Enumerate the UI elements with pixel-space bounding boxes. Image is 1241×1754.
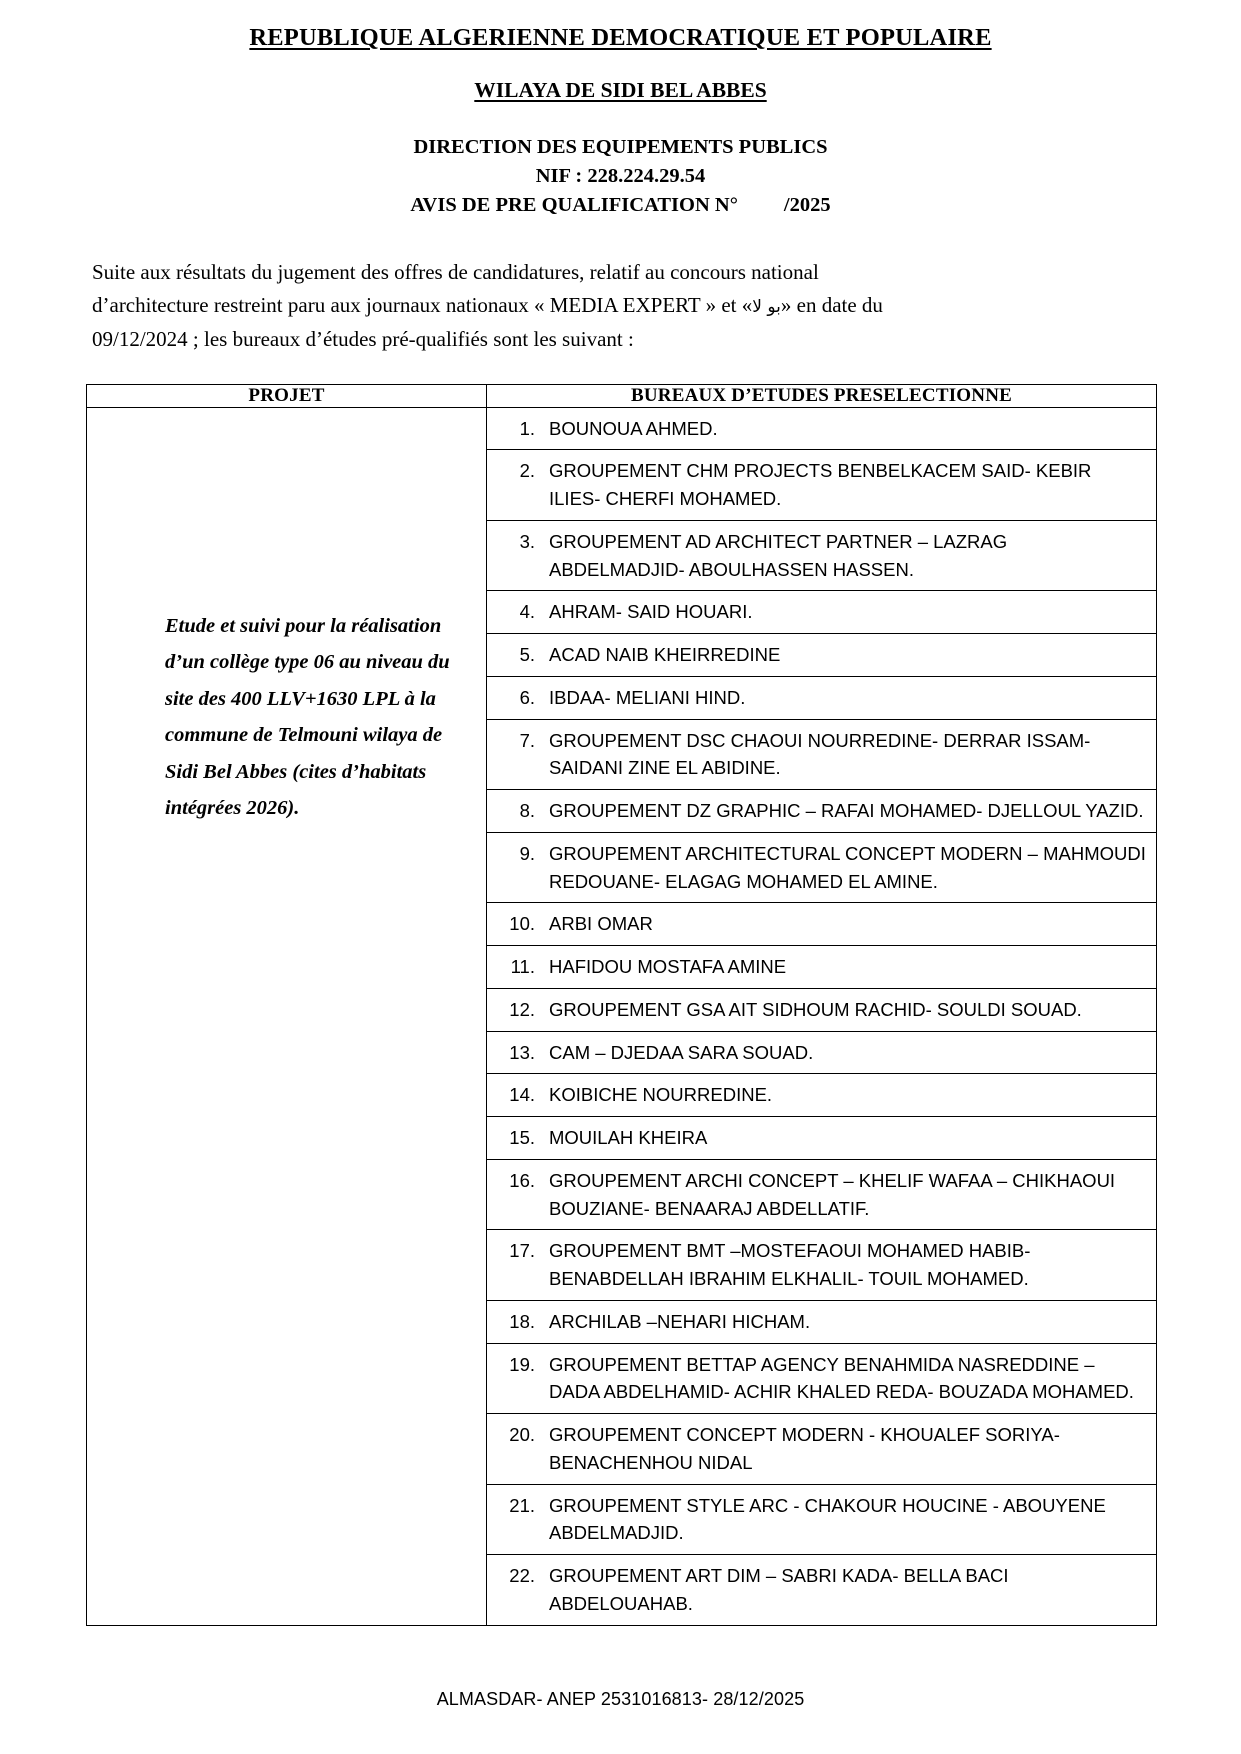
bureau-entry-cell: [487, 1343, 1156, 1414]
bureaux-list-table: [487, 408, 1156, 1625]
list-item: [487, 1230, 1156, 1300]
bureau-entry-cell: [487, 946, 1156, 989]
table-row: [487, 946, 1156, 989]
table-row: [487, 676, 1156, 719]
list-item-label: GROUPEMENT STYLE ARC - CHAKOUR HOUCINE - ABOUYENE ABDELMADJID.: [549, 1494, 1106, 1544]
list-item-number: 9.: [519, 842, 535, 864]
list-item-label: GROUPEMENT DZ GRAPHIC – RAFAI MOHAMED- DJELLOUL YAZID.: [549, 800, 1144, 822]
table-row: [487, 408, 1156, 450]
list-item-number: 22.: [509, 1565, 535, 1587]
republic-title: REPUBLIQUE ALGERIENNE DEMOCRATIQUE ET POPULAIRE: [249, 24, 992, 51]
table-row: [487, 634, 1156, 677]
table-row: [487, 1031, 1156, 1074]
table-row: [487, 1484, 1156, 1555]
document-header: [86, 24, 1155, 220]
bureau-entry-cell: [487, 520, 1156, 591]
list-item: [487, 790, 1156, 832]
list-item: [487, 1344, 1156, 1414]
bureau-entry-cell: [487, 591, 1156, 634]
list-item: [487, 720, 1156, 790]
table-row: [487, 719, 1156, 790]
intro-line-2-before: d’architecture restreint paru aux journaux nationaux « MEDIA EXPERT » et «: [92, 293, 753, 318]
list-item: [487, 634, 1156, 676]
bureau-entry-cell: [487, 832, 1156, 903]
bureau-entry-cell: [487, 1414, 1156, 1485]
list-item-label: ACAD NAIB KHEIRREDINE: [549, 644, 781, 666]
list-item-label: IBDAA- MELIANI HIND.: [549, 686, 746, 708]
wilaya-title: WILAYA DE SIDI BEL ABBES: [474, 78, 767, 103]
column-header-bureaux: BUREAUX D’ETUDES PRESELECTIONNE: [487, 384, 1157, 407]
list-item-number: 1.: [519, 417, 535, 439]
list-item-number: 10.: [509, 913, 535, 935]
table-header-row: [87, 384, 1157, 407]
list-item-number: 14.: [509, 1084, 535, 1106]
column-header-projet: PROJET: [87, 384, 487, 407]
list-item-label: GROUPEMENT CHM PROJECTS BENBELKACEM SAID- KEBIR ILIES- CHERFI MOHAMED.: [549, 460, 1092, 510]
list-item-number: 6.: [519, 686, 535, 708]
table-row: [487, 988, 1156, 1031]
list-item-label: GROUPEMENT ART DIM – SABRI KADA- BELLA BACI ABDELOUAHAB.: [549, 1565, 1009, 1614]
list-item: [487, 989, 1156, 1031]
projet-cell: [87, 407, 487, 1625]
projet-description: Etude et suivi pour la réalisation d’un collège type 06 au niveau du site des 400 LLV+1630 LPL à la commune de Telmouni wilaya de Sidi Bel Abbes (cites d’habitats intégrées 2026).: [165, 614, 450, 820]
bureau-entry-cell: [487, 1230, 1156, 1301]
list-item-number: 8.: [519, 800, 535, 822]
list-item: [487, 591, 1156, 633]
bureaux-cell: [487, 407, 1157, 1625]
list-item-label: GROUPEMENT ARCHI CONCEPT – KHELIF WAFAA – CHIKHAOUI BOUZIANE- BENAARAJ ABDELLATIF.: [549, 1169, 1116, 1219]
table-row: [487, 1414, 1156, 1485]
list-item: [487, 946, 1156, 988]
table-row: [487, 832, 1156, 903]
intro-line-2: [92, 289, 1155, 322]
list-item: [487, 1117, 1156, 1159]
list-item: [487, 677, 1156, 719]
list-item: [487, 408, 1156, 450]
list-item-number: 2.: [519, 460, 535, 482]
table-row: [487, 1074, 1156, 1117]
list-item-label: GROUPEMENT ARCHITECTURAL CONCEPT MODERN – MAHMOUDI REDOUANE- ELAGAG MOHAMED EL AMINE.: [549, 842, 1146, 892]
list-item-number: 11.: [510, 956, 535, 978]
table-row: [487, 903, 1156, 946]
table-row: [487, 790, 1156, 833]
intro-paragraph: [86, 256, 1155, 356]
intro-arabic-journal: بو لا: [752, 297, 781, 318]
list-item-number: 16.: [509, 1169, 535, 1191]
table-row: [487, 450, 1156, 521]
bureau-entry-cell: [487, 1300, 1156, 1343]
list-item-number: 12.: [509, 998, 535, 1020]
list-item-label: HAFIDOU MOSTAFA AMINE: [549, 956, 787, 978]
list-item-label: ARBI OMAR: [549, 913, 653, 935]
list-item: [487, 1160, 1156, 1230]
bureau-entry-cell: [487, 1031, 1156, 1074]
bureau-entry-cell: [487, 1555, 1156, 1625]
list-item-label: BOUNOUA AHMED.: [549, 417, 718, 439]
direction-block: [86, 133, 1155, 220]
list-item-number: 7.: [519, 729, 535, 751]
list-item-number: 3.: [519, 530, 535, 552]
list-item-number: 13.: [509, 1041, 535, 1063]
table-row: [487, 1555, 1156, 1625]
bureau-entry-cell: [487, 450, 1156, 521]
list-item-label: GROUPEMENT BETTAP AGENCY BENAHMIDA NASREDDINE – DADA ABDELHAMID- ACHIR KHALED REDA- BOUZADA MOHAMED.: [549, 1353, 1134, 1403]
bureau-entry-cell: [487, 1074, 1156, 1117]
list-item-number: 17.: [509, 1240, 535, 1262]
bureau-entry-cell: [487, 634, 1156, 677]
bureau-entry-cell: [487, 676, 1156, 719]
direction-title: DIRECTION DES EQUIPEMENTS PUBLICS: [413, 135, 828, 158]
bureau-entry-cell: [487, 903, 1156, 946]
table-row: [487, 1159, 1156, 1230]
list-item-label: CAM – DJEDAA SARA SOUAD.: [549, 1041, 814, 1063]
avis-line: [86, 191, 1155, 220]
list-item-label: GROUPEMENT CONCEPT MODERN - KHOUALEF SORIYA- BENACHENHOU NIDAL: [549, 1424, 1060, 1473]
bureau-entry-cell: [487, 988, 1156, 1031]
list-item-label: ARCHILAB –NEHARI HICHAM.: [549, 1310, 811, 1332]
list-item-number: 5.: [519, 644, 535, 666]
list-item-number: 4.: [519, 601, 535, 623]
list-item-label: MOUILAH KHEIRA: [549, 1127, 708, 1149]
bureau-entry-cell: [487, 1159, 1156, 1230]
list-item: [487, 1074, 1156, 1116]
list-item-number: 21.: [509, 1494, 535, 1516]
list-item-label: GROUPEMENT AD ARCHITECT PARTNER – LAZRAG ABDELMADJID- ABOULHASSEN HASSEN.: [549, 530, 1008, 580]
bureau-entry-cell: [487, 790, 1156, 833]
list-item-number: 19.: [509, 1353, 535, 1375]
table-body-row: [87, 407, 1157, 1625]
list-item-label: AHRAM- SAID HOUARI.: [549, 601, 753, 623]
bureau-entry-cell: [487, 719, 1156, 790]
list-item: [487, 1555, 1156, 1625]
footer-reference: ALMASDAR- ANEP 2531016813- 28/12/2025: [436, 1689, 805, 1709]
table-row: [487, 1117, 1156, 1160]
table-row: [487, 1343, 1156, 1414]
intro-line-3: 09/12/2024 ; les bureaux d’études pré-qualifiés sont les suivant :: [92, 326, 634, 351]
bureau-entry-cell: [487, 1484, 1156, 1555]
list-item: [487, 450, 1156, 520]
list-item-label: GROUPEMENT DSC CHAOUI NOURREDINE- DERRAR ISSAM- SAIDANI ZINE EL ABIDINE.: [549, 729, 1091, 779]
prequalification-table: [86, 384, 1157, 1626]
bureau-entry-cell: [487, 408, 1156, 450]
list-item: [487, 1301, 1156, 1343]
avis-suffix: /2025: [783, 194, 831, 217]
list-item: [487, 521, 1156, 591]
list-item-label: GROUPEMENT BMT –MOSTEFAOUI MOHAMED HABIB- BENABDELLAH IBRAHIM ELKHALIL- TOUIL MOHAMED.: [549, 1240, 1031, 1290]
list-item-number: 15.: [509, 1127, 535, 1149]
table-row: [487, 520, 1156, 591]
list-item-number: 18.: [509, 1310, 535, 1332]
table-row: [487, 591, 1156, 634]
list-item-label: KOIBICHE NOURREDINE.: [549, 1084, 773, 1106]
list-item: [487, 903, 1156, 945]
intro-line-1: Suite aux résultats du jugement des offres de candidatures, relatif au concours national: [92, 260, 819, 285]
list-item: [487, 1414, 1156, 1484]
intro-line-2-after: » en date du: [780, 293, 883, 318]
table-row: [487, 1230, 1156, 1301]
table-row: [487, 1300, 1156, 1343]
bureau-entry-cell: [487, 1117, 1156, 1160]
list-item: [487, 1485, 1156, 1555]
list-item-number: 20.: [509, 1424, 535, 1446]
list-item: [487, 1032, 1156, 1074]
nif-line: NIF : 228.224.29.54: [535, 165, 706, 187]
list-item: [487, 833, 1156, 903]
list-item-label: GROUPEMENT GSA AIT SIDHOUM RACHID- SOULDI SOUAD.: [549, 998, 1082, 1020]
avis-prefix: AVIS DE PRE QUALIFICATION N°: [410, 194, 738, 217]
